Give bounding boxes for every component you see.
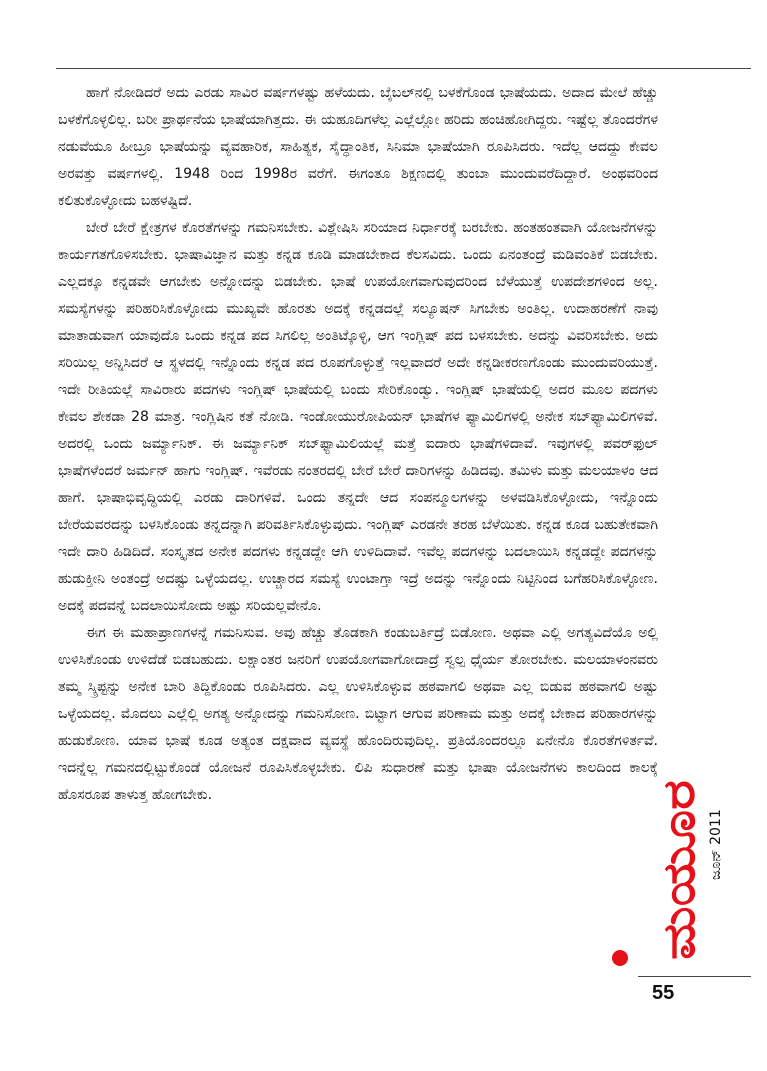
masthead-graphic <box>636 770 726 970</box>
article-body <box>58 80 658 809</box>
paragraph-2: ಬೇರೆ ಬೇರೆ ಕ್ಷೇತ್ರಗಳ ಕೊರತೆಗಳನ್ನು ಗಮನಿಸಬೇಕು. ವಿಶ್ಲೇಷಿಸಿ ಸರಿಯಾದ ನಿರ್ಧಾರಕ್ಕೆ ಬರಬೇಕು. ಹಂತಹಂತವಾಗಿ ಯೋಜನೆಗಳನ್ನು ಕಾರ್ಯಗತಗೊಳಿಸಬೇಕು. ಭಾಷಾವಿಜ್ಞಾನ ಮತ್ತು ಕನ್ನಡ ಕೂಡಿ ಮಾಡಬೇಕಾದ ಕೆಲಸವಿದು. ಒಂದು ಏನಂತಂದ್ರೆ ಮಡಿವಂತಿಕೆ ಬಿಡಬೇಕು. ಎಲ್ಲದಕ್ಕೂ ಕನ್ನಡವೇ ಆಗಬೇಕು ಅನ್ನೋದನ್ನು ಬಿಡಬೇಕು. ಭಾಷೆ ಉಪಯೋಗವಾಗುವುದರಿಂದ ಬೆಳೆಯುತ್ತೆ ಉಪದೇಶಗಳಿಂದ ಅಲ್ಲ. ಸಮಸ್ಯೆಗಳನ್ನು ಪರಿಹರಿಸಿಕೊಳ್ಳೋದು ಮುಖ್ಯವೇ ಹೊರತು ಅದಕ್ಕೆ ಕನ್ನಡದಲ್ಲೆ ಸಲ್ಯೂಷನ್ ಸಿಗಬೇಕು ಅಂತಿಲ್ಲ. ಉದಾಹರಣೆಗೆ ನಾವು ಮಾತಾಡುವಾಗ ಯಾವುದೊ ಒಂದು ಕನ್ನಡ ಪದ ಸಿಗಲಿಲ್ಲ ಅಂತಿಟ್ಕೊಳ್ಳಿ, ಆಗ ಇಂಗ್ಲಿಷ್ ಪದ ಬಳಸಬೇಕು. ಅದನ್ನು ವಿವರಿಸಬೇಕು. ಅದು ಸರಿಯಿಲ್ಲ ಅನ್ನಿಸಿದರೆ ಆ ಸ್ಥಳದಲ್ಲಿ ಇನ್ನೊಂದು ಕನ್ನಡ ಪದ ರೂಪಗೊಳ್ಳುತ್ತೆ ಇಲ್ಲವಾದರೆ ಅದೇ ಕನ್ನಡೀಕರಣಗೊಂಡು ಮುಂದುವರಿಯುತ್ತೆ. ಇದೇ ರೀತಿಯಲ್ಲೆ ಸಾವಿರಾರು ಪದಗಳು ಇಂಗ್ಲಿಷ್ ಭಾಷೆಯಲ್ಲಿ ಬಂದು ಸೇರಿಕೊಂಡ್ವು. ಇಂಗ್ಲಿಷ್ ಭಾಷೆಯಲ್ಲಿ ಅದರ ಮೂಲ ಪದಗಳು ಕೇವಲ ಶೇಕಡಾ 28 ಮಾತ್ರ. ಇಂಗ್ಲಿಷಿನ ಕತೆ ನೋಡಿ. ಇಂಡೋಯುರೋಪಿಯನ್ ಭಾಷೆಗಳ ಫ್ಯಾಮಿಲಿಗಳಲ್ಲಿ ಅನೇಕ ಸಬ್‌ಫ್ಯಾಮಿಲಿಗಳಿವೆ. ಅದರಲ್ಲಿ ಒಂದು ಜರ್ಮ್ಯಾನಿಕ್. ಈ ಜರ್ಮ್ಯಾನಿಕ್ ಸಬ್‌ಫ್ಯಾಮಿಲಿಯಲ್ಲೆ ಮತ್ತೆ ಐದಾರು ಭಾಷೆಗಳಿದಾವೆ. ಇವುಗಳಲ್ಲಿ ಪವರ್‌ಫುಲ್ ಭಾಷೆಗಳೆಂದರೆ ಜರ್ಮನ್ ಹಾಗು ಇಂಗ್ಲಿಷ್. ಇವೆರಡು ನಂತರದಲ್ಲಿ ಬೇರೆ ಬೇರೆ ದಾರಿಗಳನ್ನು ಹಿಡಿದವು. ತಮಿಳು ಮತ್ತು ಮಲಯಾಳಂ ಆದ ಹಾಗೆ. ಭಾಷಾಭಿವೃದ್ಧಿಯಲ್ಲಿ ಎರಡು ದಾರಿಗಳಿವೆ. ಒಂದು ತನ್ನದೇ ಆದ ಸಂಪನ್ಮೂಲಗಳನ್ನು ಅಳವಡಿಸಿಕೊಳ್ಳೋದು, ಇನ್ನೊಂದು ಬೇರೆಯವರದನ್ನು ಬಳಸಿಕೊಂಡು ತನ್ನದನ್ನಾಗಿ ಪರಿವರ್ತಿಸಿಕೊಳ್ಳುವುದು. ಇಂಗ್ಲಿಷ್ ಎರಡನೇ ತರಹ ಬೆಳೆಯಿತು. ಕನ್ನಡ ಕೂಡ ಬಹುತೇಕವಾಗಿ ಇದೇ ದಾರಿ ಹಿಡಿದಿದೆ. ಸಂಸ್ಕೃತದ ಅನೇಕ ಪದಗಳು ಕನ್ನಡದ್ದೇ ಆಗಿ ಉಳಿದಿದಾವೆ. ಇವೆಲ್ಲ ಪದಗಳನ್ನು ಬದಲಾಯಿಸಿ ಕನ್ನಡದ್ದೇ ಪದಗಳನ್ನು ಹುಡುಕ್ತೀನಿ ಅಂತಂದ್ರೆ ಅದಷ್ಟು ಒಳ್ಳೆಯದಲ್ಲ. ಉಚ್ಚಾರದ ಸಮಸ್ಯೆ ಉಂಟಾಗ್ತಾ ಇದ್ರೆ ಅದನ್ನು ಇನ್ನೊಂದು ನಿಟ್ಟಿನಿಂದ ಬಗೆಹರಿಸಿಕೊಳ್ಳೋಣ. ಅದಕ್ಕೆ ಪದವನ್ನೆ ಬದಲಾಯಿಸೋದು ಅಷ್ಟು ಸರಿಯಲ್ಲವೇನೊ. <box>58 220 658 614</box>
issue-date: ಜೂನ್ 2011 <box>708 809 724 880</box>
magazine-title: ಮಯೂರ <box>654 819 705 960</box>
paragraph-1: ಹಾಗೆ ನೋಡಿದರೆ ಅದು ಎರಡು ಸಾವಿರ ವರ್ಷಗಳಷ್ಟು ಹಳೆಯದು. ಬೈಬಲ್‌ನಲ್ಲಿ ಬಳಕೆಗೊಂಡ ಭಾಷೆಯದು. ಅದಾದ ಮೇಲೆ ಹೆಚ್ಚು ಬಳಕೆಗೊಳ್ಳಲಿಲ್ಲ. ಬರೀ ಪ್ರಾರ್ಥನೆಯ ಭಾಷೆಯಾಗಿತ್ತದು. ಈ ಯಹೂದಿಗಳೆಲ್ಲ ಎಲ್ಲೆಲ್ಲೋ ಹರಿದು ಹಂಚಿಹೋಗಿದ್ದರು. ಇಷ್ಟೆಲ್ಲ ತೊಂದರೆಗಳ ನಡುವೆಯೂ ಹೀಬ್ರೂ ಭಾಷೆಯನ್ನು ವ್ಯವಹಾರಿಕ, ಸಾಹಿತ್ಯಕ, ಸೈದ್ಧಾಂತಿಕ, ಸಿನಿಮಾ ಭಾಷೆಯಾಗಿ ರೂಪಿಸಿದರು. ಇದೆಲ್ಲ ಆದದ್ದು ಕೇವಲ ಅರವತ್ತು ವರ್ಷಗಳಲ್ಲಿ. 1948 ರಿಂದ 1998ರ ವರೆಗೆ. ಈಗಂತೂ ಶಿಕ್ಷಣದಲ್ಲಿ ತುಂಬಾ ಮುಂದುವರೆದಿದ್ದಾರೆ. ಅಂಥವರಿಂದ ಕಲಿತುಕೊಳ್ಳೋದು ಬಹಳಷ್ಟಿದೆ. <box>58 85 658 209</box>
magazine-masthead <box>636 770 726 970</box>
page-number: 55 <box>652 982 675 1004</box>
red-dot-icon <box>612 950 628 966</box>
bottom-rule <box>638 976 751 977</box>
paragraph-3: ಈಗ ಈ ಮಹಾಪ್ರಾಣಗಳನ್ನೆ ಗಮನಿಸುವ. ಅವು ಹೆಚ್ಚು ತೊಡಕಾಗಿ ಕಂಡುಬರ್ತಿದ್ರೆ ಬಿಡೋಣ. ಅಥವಾ ಎಲ್ಲಿ ಅಗತ್ಯವಿದೆಯೊ ಅಲ್ಲಿ ಉಳಿಸಿಕೊಂಡು ಉಳಿದೆಡೆ ಬಿಡಬಹುದು. ಲಕ್ಷಾಂತರ ಜನರಿಗೆ ಉಪಯೋಗವಾಗೋದಾದ್ರೆ ಸ್ವಲ್ಪ ಧೈರ್ಯ ತೋರಬೇಕು. ಮಲಯಾಳಂನವರು ತಮ್ಮ ಸ್ಕ್ರಿಪ್ಟನ್ನು ಅನೇಕ ಬಾರಿ ತಿದ್ದಿಕೊಂಡು ರೂಪಿಸಿದರು. ಎಲ್ಲ ಉಳಿಸಿಕೊಳ್ಳುವ ಹಠವಾಗಲಿ ಅಥವಾ ಎಲ್ಲ ಬಿಡುವ ಹಠವಾಗಲಿ ಅಷ್ಟು ಒಳ್ಳೆಯದಲ್ಲ. ಮೊದಲು ಎಲ್ಲೆಲ್ಲಿ ಅಗತ್ಯ ಅನ್ನೋದನ್ನು ಗಮನಿಸೋಣ. ಬಿಟ್ಟಾಗ ಆಗುವ ಪರಿಣಾಮ ಮತ್ತು ಅದಕ್ಕೆ ಬೇಕಾದ ಪರಿಹಾರಗಳನ್ನು ಹುಡುಕೋಣ. ಯಾವ ಭಾಷೆ ಕೂಡ ಅತ್ಯಂತ ದಕ್ಷವಾದ ವ್ಯವಸ್ಥೆ ಹೊಂದಿರುವುದಿಲ್ಲ. ಪ್ರತಿಯೊಂದರಲ್ಲೂ ಏನೇನೊ ಕೊರತೆಗಳಿರ್ತವೆ. ಇದನ್ನೆಲ್ಲ ಗಮನದಲ್ಲಿಟ್ಟುಕೊಂಡೆ ಯೋಜನೆ ರೂಪಿಸಿಕೊಳ್ಳಬೇಕು. ಲಿಪಿ ಸುಧಾರಣೆ ಮತ್ತು ಭಾಷಾ ಯೋಜನೆಗಳು ಕಾಲದಿಂದ ಕಾಲಕ್ಕೆ ಹೊಸರೂಪ ತಾಳುತ್ತ ಹೋಗಬೇಕು. <box>58 625 658 803</box>
top-rule <box>56 68 751 69</box>
